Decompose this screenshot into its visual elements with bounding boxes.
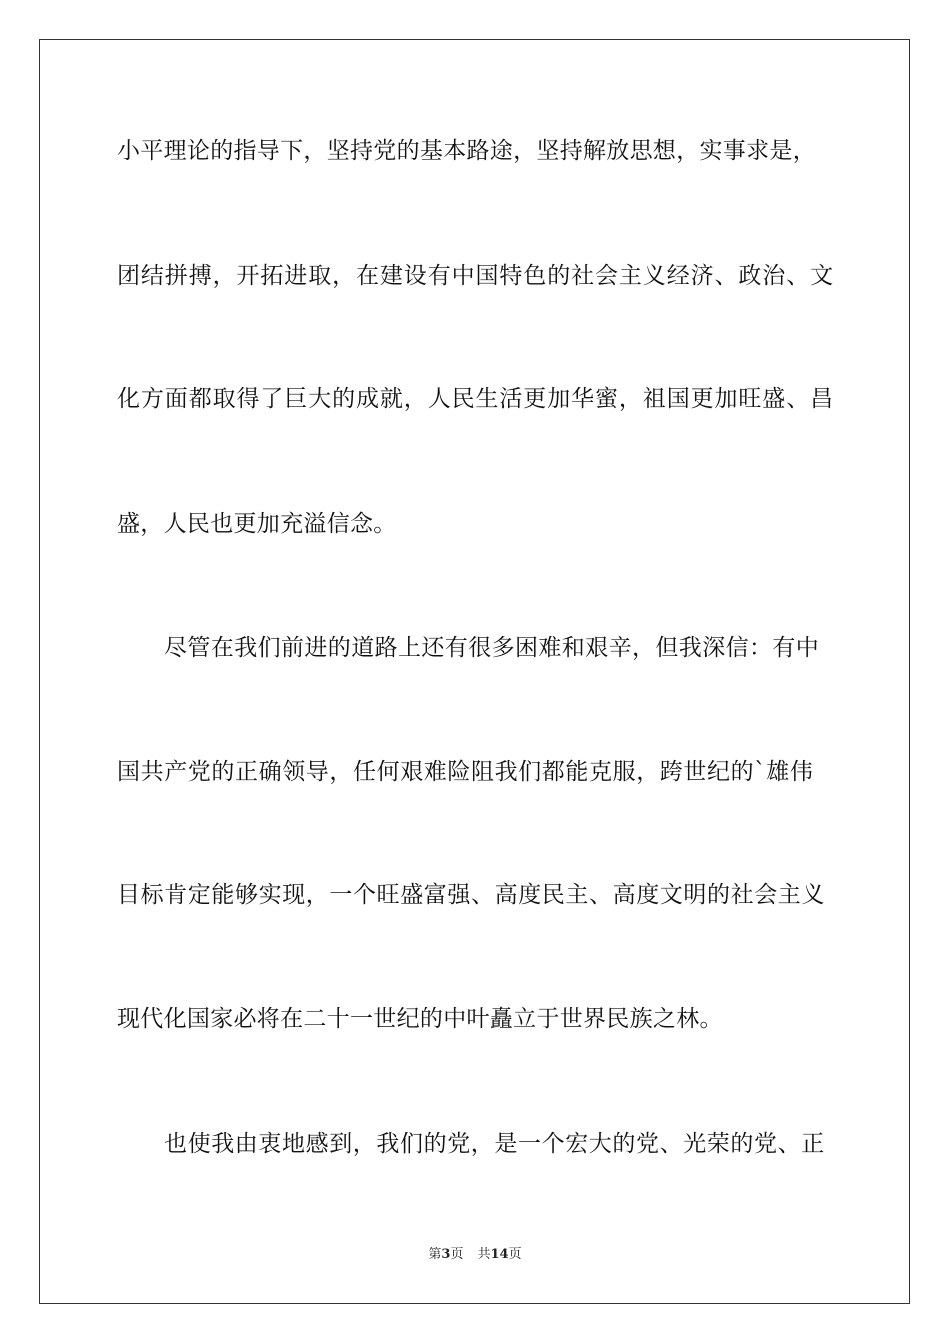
- text-line: 目标肯定能够实现，一个旺盛富强、高度民主、高度文明的社会主义: [117, 882, 825, 908]
- paragraph-start-line: 也使我由衷地感到，我们的党，是一个宏大的党、光荣的党、正: [164, 1131, 825, 1157]
- page-footer: [0, 1247, 950, 1263]
- text-line: 化方面都取得了巨大的成就，人民生活更加华蜜，祖国更加旺盛、昌: [117, 386, 834, 412]
- total-pages-label: [477, 1247, 521, 1263]
- text-line: 小平理论的指导下，坚持党的基本路途，坚持解放思想，实事求是，: [117, 138, 816, 164]
- text-line: 国共产党的正确领导，任何艰难险阻我们都能克服，跨世纪的`雄伟: [117, 759, 814, 785]
- page-border: [39, 39, 910, 1304]
- page-prefix: 第: [428, 1247, 442, 1262]
- page-number-label: [428, 1247, 463, 1263]
- total-suffix: 页: [508, 1247, 522, 1262]
- page-number: 3: [441, 1247, 451, 1262]
- page-suffix: 页: [450, 1247, 464, 1262]
- text-line: 团结拼搏，开拓进取，在建设有中国特色的社会主义经济、政治、文: [117, 263, 834, 289]
- total-pages: 14: [490, 1247, 509, 1262]
- paragraph-start-line: 尽管在我们前进的道路上还有很多困难和艰辛，但我深信：有中: [164, 635, 820, 661]
- total-prefix: 共: [477, 1247, 491, 1262]
- text-line: 现代化国家必将在二十一世纪的中叶矗立于世界民族之林。: [117, 1006, 723, 1032]
- text-line: 盛，人民也更加充溢信念。: [117, 511, 397, 537]
